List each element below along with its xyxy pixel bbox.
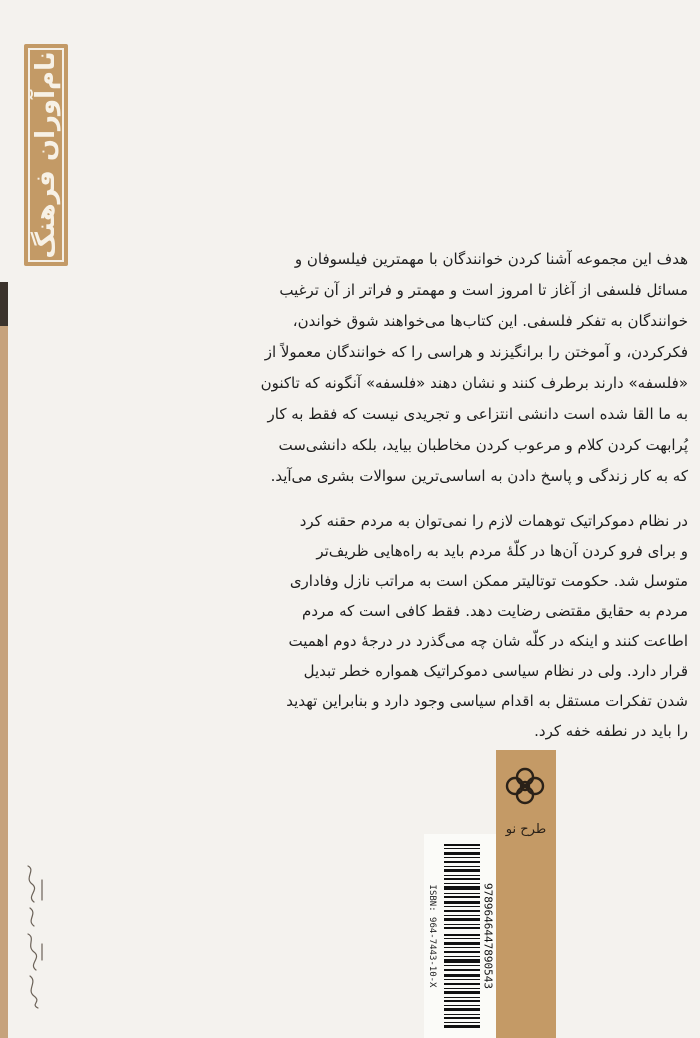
handwritten-note-mark [16, 860, 56, 1010]
barcode-digits [480, 834, 496, 1038]
publisher-name: طرح نو [505, 822, 547, 837]
isbn-text: ISBN: 964-7443-10-X [427, 884, 437, 988]
spine-edge-dark-mark [0, 282, 8, 326]
barcode [444, 842, 480, 1030]
paragraph-line: «فلسفه» دارند برطرف کنند و نشان دهند «فلسفه» آنگونه که تاکنون [260, 374, 688, 392]
paragraph-line: که به کار زندگی و پاسخ دادن به اساسی‌ترین سوالات بشری می‌آید. [270, 467, 688, 485]
paragraph-line: پُرابهت کردن کلام و مرعوب کردن مخاطبان بیاید، بلکه دانشی‌ست [278, 436, 688, 454]
barcode-number: 9789646447890543 [481, 883, 495, 989]
description-paragraph [92, 244, 688, 492]
paragraph-line: فکرکردن، و آموختن را برانگیزند و هراسی را که خوانندگان معمولاً از [264, 343, 688, 361]
paragraph-line: مردم به حقایق مقتضی رضایت دهد. فقط کافی است که مردم [302, 602, 688, 620]
paragraph-line: و برای فرو کردن آن‌ها در کلّهٔ مردم باید به راه‌هایی ظریف‌تر [316, 542, 688, 560]
paragraph-line: خوانندگان به تفکر فلسفی. این کتاب‌ها می‌خواهند شوق خواندن، [292, 312, 688, 330]
quote-paragraph [92, 506, 688, 746]
paragraph-line: در نظام دموکراتیک توهمات لازم را نمی‌توان به مردم حقنه کرد [299, 512, 688, 530]
series-logo [24, 44, 68, 266]
publisher-flower-logo-icon [500, 762, 550, 816]
series-title: نام‌آوران فرهنگ [31, 51, 61, 259]
paragraph-line: متوسل شد. حکومت توتالیتر ممکن است به مراتب نازل وفاداری [289, 572, 688, 590]
paragraph-line: شدن تفکرات مستقل به اقدام سیاسی وجود دارد و بنابراین تهدید [286, 692, 688, 710]
isbn-label [424, 834, 440, 1038]
paragraph-line: به ما القا شده است دانشی انتزاعی و تجریدی نیست که فقط به کار [267, 405, 688, 423]
paragraph-line: را باید در نطفه خفه کرد. [534, 722, 688, 740]
paragraph-line: اطاعت کنند و اینکه در کلّه شان چه می‌گذرد در درجهٔ دوم اهمیت [288, 632, 688, 650]
paragraph-line: هدف این مجموعه آشنا کردن خوانندگان با مهمترین فیلسوفان و [294, 250, 688, 268]
paragraph-line: مسائل فلسفی از آغاز تا امروز است و مهمتر و فراتر از آن ترغیب [279, 281, 688, 299]
spine-edge-strip [0, 282, 8, 1038]
paragraph-line: قرار دارد. ولی در نظام سیاسی دموکراتیک همواره خطر تبدیل [303, 662, 688, 680]
